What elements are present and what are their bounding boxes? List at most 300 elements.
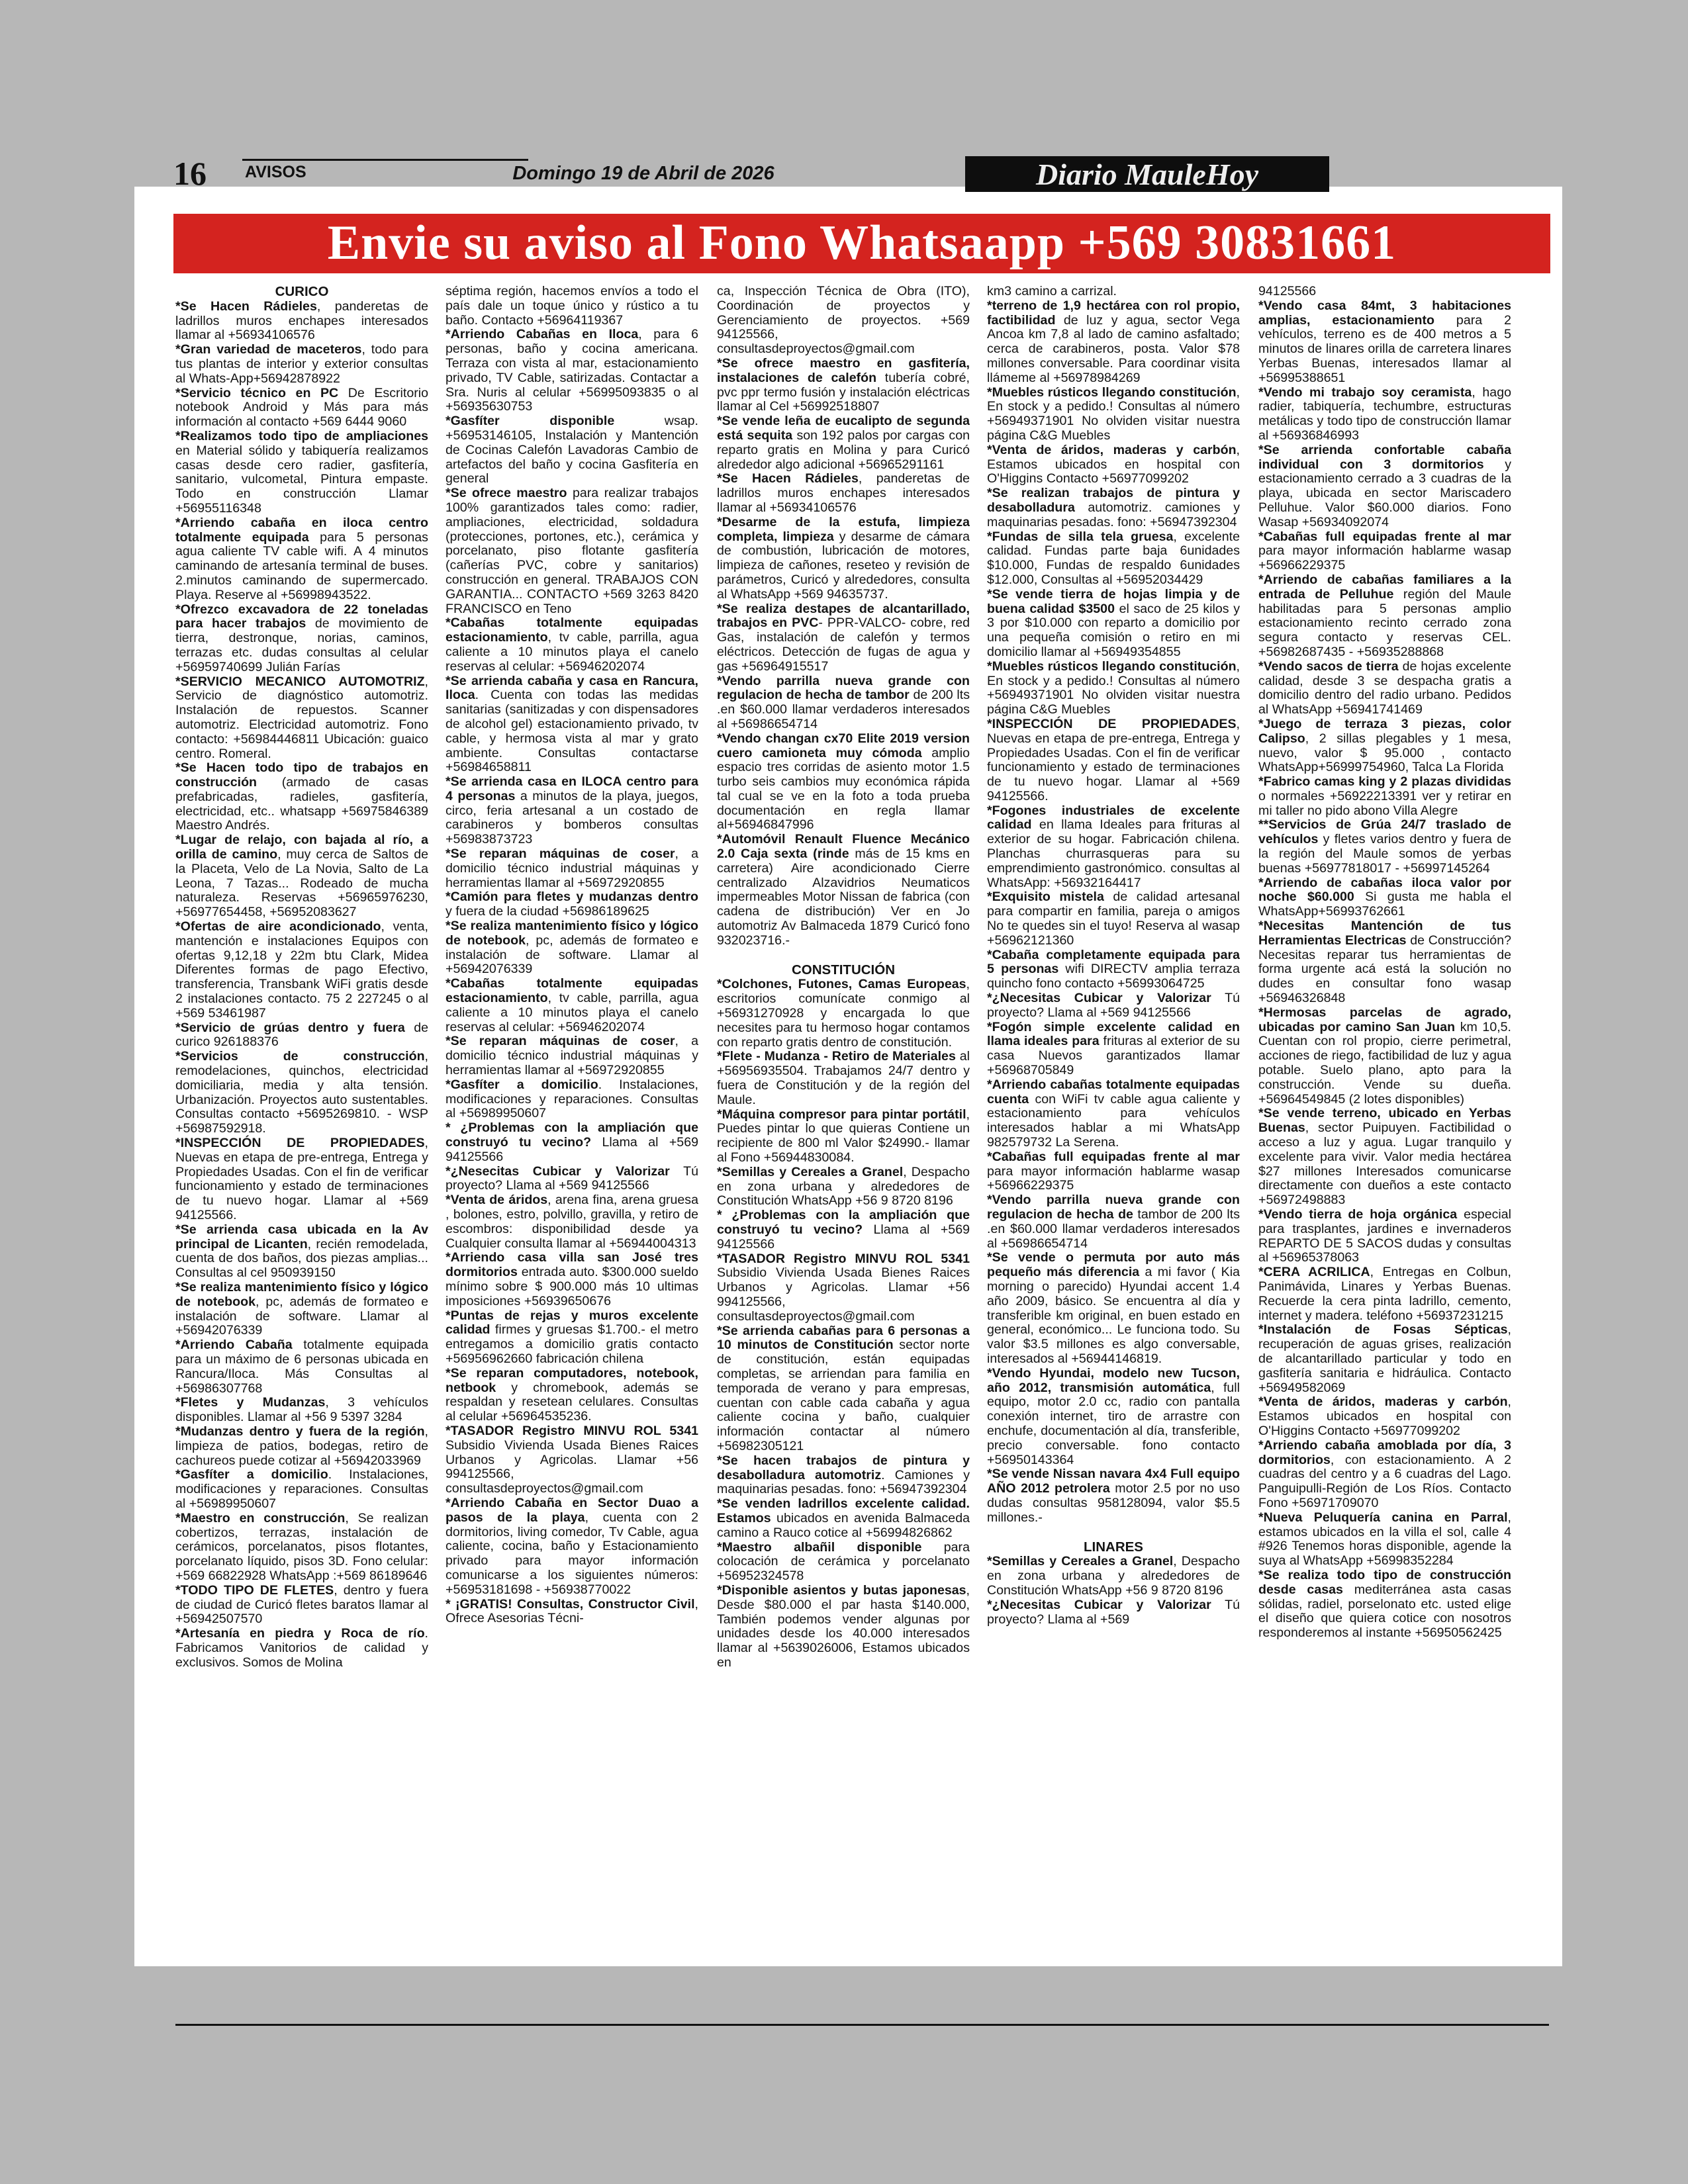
classified-ad	[717, 1165, 970, 1208]
ad-body: de curico 926188376	[175, 1020, 428, 1050]
ad-body: en Material sólido y tabiquería realizamos casas desde cero radier, gasfitería, sanitario, vulcometal, Pintura empaste. Todo en construcción Llamar +56955116348	[175, 443, 428, 516]
ad-headline: *Arriendo Cabaña en Sector Duao a pasos de la playa	[445, 1495, 698, 1525]
ad-headline: *INSPECCIÓN DE PROPIEDADES	[987, 716, 1237, 731]
ad-headline: *Servicio de grúas dentro y fuera	[175, 1020, 405, 1035]
ad-headline: *Fletes y Mudanzas	[175, 1395, 326, 1410]
classified-ad	[987, 1150, 1240, 1193]
classified-ad	[717, 1108, 970, 1165]
ad-body: , En stock y a pedido.! Consultas al número +56949371901 No olviden visitar nuestra página C&G Muebles	[987, 659, 1240, 717]
classified-ad	[175, 1512, 428, 1584]
ad-body: mediterránea asta casas sólidas, radiel, porselonato etc. usted elige el diseño que quiera cotice con nosotros responderemos al instante +56950562425	[1258, 1582, 1511, 1641]
ad-headline: *Gasfíter a domicilio	[445, 1077, 598, 1092]
classified-ad	[717, 1208, 970, 1251]
classified-ad	[987, 486, 1240, 529]
classified-ad	[987, 1467, 1240, 1525]
classified-ad	[445, 977, 698, 1034]
ad-headline: *Vendo changan cx70 Elite 2019 version cuero camioneta muy cómoda	[717, 731, 970, 760]
ad-headline: *Cabaña completamente equipada para 5 personas	[987, 947, 1240, 977]
classified-ad	[175, 1136, 428, 1223]
classified-ad	[445, 1121, 698, 1164]
classified-ad	[175, 1627, 428, 1670]
classified-ad	[987, 660, 1240, 717]
classified-ad	[717, 1584, 970, 1670]
ad-body: de calidad artesanal para compartir en familia, pareja o amigos No te quedes sin el tuyo! Reserva al wasap +56962121360	[987, 889, 1240, 948]
classified-ad	[717, 1252, 970, 1324]
ad-body: con WiFi tv cable agua caliente y estacionamiento para vehículos interesados hablar a mi WhatsApp 982579732 La Serena.	[987, 1091, 1240, 1150]
ad-body: 94125566	[1258, 285, 1317, 298]
ad-headline: *Se venden ladrillos excelente calidad. Estamos	[717, 1496, 970, 1525]
ad-body: , excelente calidad. Fundas parte baja 6unidades $10.000, Fundas de respaldo 6unidades $12.000, Consultas al +56952034429	[987, 529, 1240, 587]
ad-headline: *Se realiza destapes de alcantarillado, trabajos en PVC	[717, 601, 970, 631]
ad-headline: *CERA ACRILICA	[1258, 1265, 1370, 1280]
ad-body: de luz y agua, sector Vega Ancoa km 7,8 al lado de camino asfaltado; cerca de carabineros, posta. Valor $78 millones conversable. Para coordinar visita llámeme al +56978984269	[987, 312, 1240, 385]
ad-body: o normales +56922213391 ver y retirar en mi taller no pido abono Villa Alegre	[1258, 788, 1511, 818]
ad-headline: *Servicio técnico en PC	[175, 385, 339, 400]
classified-ad	[175, 1281, 428, 1338]
classified-ad	[445, 285, 698, 328]
classified-ad	[717, 674, 970, 732]
ad-body: - PPR-VALCO- cobre, red Gas, instalación de calefón y termos eléctricos. Detección de fugas de agua y gas +56964915517	[717, 615, 970, 674]
ad-body: amplio espacio tres corridas de asiento motor 1.5 turbo seis cambios muy económica rápida tal cual se ve en la foto a toda prueba documentación en regla llamar al+56946847996	[717, 745, 970, 833]
ad-headline: *Semillas y Cereales a Granel	[717, 1164, 904, 1179]
ad-headline: *Se vende Nissan navara 4x4 Full equipo AÑO 2012 petrolera	[987, 1467, 1240, 1496]
classified-ad	[987, 386, 1240, 443]
ad-body: automotriz. camiones y maquinarias pesadas. fono: +56947392304	[987, 500, 1240, 529]
column-1	[175, 285, 428, 2024]
ad-body: de movimiento de tierra, destronque, norias, caminos, terrazas etc. dudas consultas al celular +56959740699 Julián Farías	[175, 616, 428, 674]
classified-ad	[1258, 386, 1511, 443]
ad-headline: *Se hacen trabajos de pintura y desabolladura automotriz	[717, 1453, 970, 1482]
classified-ad	[445, 1309, 698, 1367]
classified-ad	[175, 1396, 428, 1425]
classified-ad	[717, 357, 970, 414]
classified-ad	[987, 299, 1240, 386]
ad-headline: *Arriendo cabaña en iloca centro totalmente equipada	[175, 515, 428, 545]
ad-body: . Fabricamos Vanitorios de calidad y exclusivos. Somos de Molina	[175, 1626, 428, 1670]
classified-ad	[175, 1425, 428, 1468]
classified-ad	[717, 1497, 970, 1540]
ad-headline: *Juego de terraza 3 piezas, color Calipso	[1258, 716, 1511, 746]
ad-body: para realizar trabajos 100% garantizados tales como: radier, ampliaciones, electricidad, soldadura (protecciones, portones, etc.), cerámica y porcelanato, piso flotante gasfitería (cañerías PVC, cobre y sanitarios) construcción en general. TRABAJOS CON GARANTIA... CONTACTO +569 3263 8420 FRANCISCO en Teno	[445, 486, 698, 616]
ad-headline: *¿Necesitas Cubicar y Valorizar	[987, 991, 1211, 1006]
ad-body: , Nuevas en etapa de pre-entrega, Entrega y Propiedades Usadas. Con el fin de verificar funcionamiento y estado de terminaciones de tu nuevo hogar. Llamar al +569 94125566.	[987, 716, 1240, 803]
classified-ad	[175, 1468, 428, 1511]
classified-ad	[445, 674, 698, 776]
classified-ad	[175, 603, 428, 675]
classified-ad	[1258, 919, 1511, 1006]
classified-ad	[987, 890, 1240, 948]
ad-headline: *Ofrezco excavadora de 22 toneladas para hacer trabajos	[175, 602, 428, 631]
classified-ad	[1258, 1395, 1511, 1438]
ad-body: Subsidio Vivienda Usada Bienes Raices Urbanos y Agricolas. Llamar +56 994125566, consultasdeproyectos@gmail.com	[717, 1265, 970, 1324]
classified-ad	[175, 761, 428, 833]
ad-headline: *Se Hacen Rádieles	[717, 471, 859, 486]
classified-ad	[1258, 573, 1511, 660]
classified-ad	[445, 1496, 698, 1598]
classified-ad	[445, 919, 698, 977]
classified-ad	[1258, 1107, 1511, 1208]
ad-body: tubería cobré, pvc ppr termo fusión y instalación eléctricas llamar al Cel +56992518807	[717, 370, 970, 414]
ad-headline: *Disponible asientos y butas japonesas	[717, 1582, 966, 1598]
ad-body: , con estacionamiento. A 2 cuadras del centro y a 6 cuadras del Lago. Panguipulli-Región de Los Ríos. Contacto Fono +56971709070	[1258, 1452, 1511, 1510]
ad-headline: *Vendo tierra de hoja orgánica	[1258, 1207, 1458, 1222]
ad-headline: *Se ofrece maestro en gasfitería, instalaciones de calefón	[717, 355, 970, 385]
ad-body: . Instalaciones, modificaciones y reparaciones. Consultas al +56989950607	[445, 1077, 698, 1121]
ad-headline: *TASADOR Registro MINVU ROL 5341	[445, 1423, 698, 1438]
ad-headline: *Vendo Hyundai, modelo new Tucson, año 2012, transmisión automática	[987, 1365, 1240, 1395]
ad-headline: *Hermosas parcelas de agrado, ubicadas por camino San Juan	[1258, 1005, 1511, 1034]
ad-body: Llama al +569 94125566	[445, 1135, 698, 1164]
ad-body: , venta, mantención e instalaciones Equipos con ofertas 9,12,18 y 22m btu Clark, Midea Diferentes formas de pago Efectivo, transferencia, Transbank WiFi gratis desde 2 instalaciones contacto. 75 2 227245 o al +569 53461987	[175, 919, 428, 1021]
ad-body: , Se realizan cobertizos, terrazas, instalación de cerámicos, porcelanatos, pisos flotantes, porcelanato líquido, pisos 3D. Fono celular: +569 66822928 WhatsApp :+569 86189646	[175, 1510, 428, 1583]
classified-ad	[987, 285, 1240, 299]
ad-body: , recuperación de aguas grises, realización de alcantarillado particular y todo en gasfitería sanitaria e hidráulica. Contacto +56949582069	[1258, 1322, 1511, 1395]
ad-body: a mi favor ( Kia morning o parecido) Hyundai accent 1.4 año 2009, básico. Se encuentra al día y transferible km original, en buen estado en general, económico... Le funciona todo. Su valor $3.5 millones es algo conversable, interesados al +56944146819.	[987, 1265, 1240, 1366]
classified-ad	[1258, 1323, 1511, 1395]
classified-ad	[175, 675, 428, 762]
classified-ad	[445, 1367, 698, 1424]
classified-ad	[1258, 285, 1511, 299]
ad-body: especial para trasplantes, jardines e invernaderos REPARTO DE 5 SACOS dudas y consultas al +56965378063	[1258, 1207, 1511, 1265]
ad-headline: *Ofertas de aire acondicionado	[175, 919, 381, 934]
ad-body: tambor de 200 lts .en $60.000 llamar verdaderos interesados al +56986654714	[987, 1207, 1240, 1251]
classified-ad	[445, 1424, 698, 1496]
ad-headline: *Servicios de construcción	[175, 1049, 425, 1064]
classified-ad	[445, 414, 698, 486]
category-heading: CURICO	[275, 285, 329, 299]
classified-ad	[987, 1367, 1240, 1468]
ad-headline: *Se realiza mantenimiento físico y lógico de notebook	[175, 1279, 428, 1309]
classified-ad	[987, 804, 1240, 891]
ad-headline: *Venta de áridos	[445, 1193, 548, 1208]
ad-body: en llama Ideales para frituras al exterior de su hogar. Fabricación chilena. Planchas churrasqueras para su emprendimiento gastronómico. consultas al WhatsApp: +56932164417	[987, 817, 1240, 890]
classified-ad	[1258, 775, 1511, 818]
ad-headline: *Arriendo cabañas totalmente equipadas cuenta	[987, 1077, 1240, 1107]
ad-body: km 10,5. Cuentan con rol propio, cierre perimetral, acciones de riego, factibilidad de luz y agua potable. Suelo plano, apto para la construcción. Vende su dueña. +56964549845 (2 lotes disponibles)	[1258, 1019, 1511, 1107]
classified-ad	[717, 978, 970, 1050]
classifieds-columns	[175, 285, 1549, 2024]
classified-ad	[987, 717, 1240, 804]
ad-headline: *Se realiza mantenimiento físico y lógico de notebook	[445, 919, 698, 948]
column-3	[717, 285, 970, 2024]
column-4	[987, 285, 1240, 2024]
ad-body: wsap. +56953146105, Instalación y Mantención de Cocinas Calefón Lavadoras Cambio de artefactos del baño y cocina Gasfitería en general	[445, 414, 698, 486]
page-header	[173, 154, 1324, 193]
classified-ad	[717, 1454, 970, 1497]
ad-headline: *Instalación de Fosas Sépticas	[1258, 1322, 1508, 1338]
column-2	[445, 285, 698, 2024]
classified-ad	[987, 443, 1240, 486]
classified-ad	[987, 1598, 1240, 1627]
newspaper-brand: Diario MauleHoy	[965, 156, 1329, 192]
ad-body: Tú proyecto? Llama al +569	[987, 1597, 1240, 1627]
classified-ad	[175, 920, 428, 1021]
ad-body: Si gusta me habla el WhatsApp+56993762661	[1258, 889, 1511, 919]
ad-body: a minutos de la playa, juegos, circo, feria artesanal a un costado de carabineros y bomberos consultas +56983873723	[445, 788, 698, 847]
classified-ad	[717, 1324, 970, 1454]
ad-headline: *Máquina compresor para pintar portátil	[717, 1107, 966, 1122]
ad-body: (armado de casas prefabricadas, radieles, gasfitería, electricidad, etc.. whatsapp +56975846389 Maestro Andrés.	[175, 775, 428, 833]
ad-headline: *Venta de áridos, maderas y carbón	[1258, 1394, 1508, 1410]
ad-body: , Ofrece Asesorias Técni-	[445, 1596, 698, 1626]
ad-body: Llama al +569 94125566	[717, 1222, 970, 1251]
ad-body: . Camiones y maquinarias pesadas. fono: +56947392304	[717, 1467, 970, 1497]
ad-headline: *¿Nesecitas Cubicar y Valorizar	[445, 1163, 670, 1179]
ad-body: y fletes varios dentro y fuera de la región del Maule somos de yerbas buenas +56977818017 - +56997145264	[1258, 832, 1511, 876]
classified-ad	[1258, 530, 1511, 573]
classified-ad	[1258, 1511, 1511, 1569]
classified-ad	[1258, 1208, 1511, 1265]
ad-body: de 200 lts .en $60.000 llamar verdaderos interesados al +56986654714	[717, 688, 970, 731]
classified-ad	[1258, 1439, 1511, 1511]
classified-ad	[987, 1078, 1240, 1150]
ad-headline: *Se reparan máquinas de coser	[445, 1034, 675, 1049]
ad-body: de Construcción? Necesitas reparar tus herramientas de forma urgente acá está la solución no dudes en consultar fono wasap +56946326848	[1258, 933, 1511, 1006]
ad-headline: *Fundas de silla tela gruesa	[987, 529, 1174, 544]
classified-ad	[175, 300, 428, 343]
classified-ad	[1258, 1265, 1511, 1323]
ad-headline: * ¡GRATIS! Consultas, Constructor Civil	[445, 1596, 695, 1612]
ad-headline: *Se arrienda cabaña y casa en Rancura, Iloca	[445, 673, 698, 703]
ad-headline: *Maestro en construcción	[175, 1510, 346, 1525]
classified-ad	[175, 430, 428, 516]
classified-ad	[717, 1050, 970, 1107]
ad-body: , Despacho en zona urbana y alrededores de Constitución WhatsApp +56 9 8720 8196	[717, 1164, 970, 1208]
classified-ad	[717, 833, 970, 948]
ad-headline: *Vendo mi trabajo soy ceramista	[1258, 385, 1472, 400]
ad-body: región del Maule habilitadas para 5 personas amplio estacionamiento recinto cerrado zona segura contacto y reservas CEL. +56982687435 - +56935288868	[1258, 586, 1511, 659]
ad-body: , 3 vehículos disponibles. Llamar al +56 9 5397 3284	[175, 1395, 428, 1425]
ad-headline: **Servicios de Grúa 24/7 traslado de vehículos	[1258, 817, 1511, 847]
ad-body: , dentro y fuera de ciudad de Curicó fletes baratos llamar al +56942507570	[175, 1582, 428, 1627]
ad-body: , full equipo, motor 2.0 cc, radio con pantalla conexión internet, tiro de arrastre con enchufe, documentación al día, transferible, precio conversable. fono contacto +56950143364	[987, 1380, 1240, 1467]
ad-headline: *Artesanía en piedra y Roca de río	[175, 1626, 425, 1641]
ad-headline: *INSPECCIÓN DE PROPIEDADES	[175, 1136, 425, 1151]
ad-headline: *Cabañas full equipadas frente al mar	[1258, 529, 1511, 544]
ad-body: , pc, además de formateo e instalación de software. Llamar al +56942076339	[445, 933, 698, 977]
ad-body: al +56956935504. Trabajamos 24/7 dentro y fuera de Constitución y de la región del Maule.	[717, 1049, 970, 1107]
classified-ad	[987, 1555, 1240, 1598]
ad-body: , panderetas de ladrillos muros enchapes interesados llamar al +56934106576	[175, 298, 428, 343]
ad-body: , todo para tus plantas de interior y exterior consultas al Whats-App+56942878922	[175, 342, 428, 386]
ad-body: , muy cerca de Saltos de la Placeta, Velo de La Novia, Salto de La Leona, 7 Tazas... Rodeado de mucha naturaleza. Reservas +56965976230, +56977654458, +56952083627	[175, 847, 428, 920]
ad-headline: *Arriendo Cabaña	[175, 1338, 293, 1353]
section-label: AVISOS	[245, 163, 306, 181]
ad-headline: *Fogón simple excelente calidad en llama ideales para	[987, 1019, 1240, 1049]
ad-body: ubicados en avenida Balmaceda camino a Rauco cotice al +56994826862	[717, 1510, 970, 1540]
ad-headline: *Se reparan computadores, notebook, netbook	[445, 1365, 698, 1395]
ad-headline: *Se Hacen Rádieles	[175, 298, 317, 314]
classified-ad	[717, 1541, 970, 1584]
whatsapp-banner: Envie su aviso al Fono Whatsaapp +569 30831661	[173, 214, 1550, 273]
classified-ad	[717, 602, 970, 674]
issue-date: Domingo 19 de Abril de 2026	[512, 163, 774, 184]
ad-headline: *Arriendo de cabañas iloca valor por noche $60.000	[1258, 875, 1511, 905]
classified-ad	[1258, 1569, 1511, 1641]
ad-body: , Entregas en Colbun, Panimávida, Linares y Yerbas Buenas. Recuerde la cera pinta ladrillo, cemento, internet y madera. teléfono +56937231215	[1258, 1265, 1511, 1323]
ad-body: , tv cable, parrilla, agua caliente a 10 minutos playa el canelo reservas al celular: +56946202074	[445, 991, 698, 1034]
ad-headline: *Cabañas totalmente equipadas estacionamiento	[445, 976, 698, 1006]
ad-body: De Escritorio notebook Android y Más para más información al contacto +569 6444 9060	[175, 385, 428, 430]
ad-headline: *Venta de áridos, maderas y carbón	[987, 442, 1237, 457]
ad-body: , sector Puipuyen. Factibilidad o acceso a luz y agua. Lugar tranquilo y excelente para vivir. Valor media hectárea $27 millones Interesados comunicarse directamente con dueños a este contacto +56972498883	[1258, 1120, 1511, 1208]
classified-ad	[175, 1050, 428, 1136]
ad-body: km3 camino a carrizal.	[987, 285, 1117, 298]
classified-ad	[445, 486, 698, 616]
ad-body: wifi DIRECTV amplia terraza quincho fono contacto +56993064725	[987, 962, 1240, 991]
ad-body: frituras al exterior de su casa Nuevos garantizados llamar +56968705849	[987, 1034, 1240, 1078]
ad-body: Tú proyecto? Llama al +569 94125566	[445, 1163, 698, 1193]
ad-body: y fuera de la ciudad +56986189625	[445, 904, 649, 919]
ad-body: , Desde $80.000 el par hasta $140.000, También podemos vender algunas por unidades desde los 40.000 interesados llamar al +5639026006, Estamos ubicados en	[717, 1582, 970, 1670]
classified-ad	[445, 1598, 698, 1627]
ad-body: y chromebook, además se respaldan y resetean celulares. Consultas al celular +56964535236.	[445, 1380, 698, 1424]
ad-headline: *Flete - Mudanza - Retiro de Materiales	[717, 1049, 956, 1064]
ad-body: para colocación de cerámica y porcelanato +56952324578	[717, 1539, 970, 1584]
ad-headline: *Se vende terreno, ubicado en Yerbas Buenas	[1258, 1106, 1511, 1136]
ad-body: y estacionamiento cerrado a 3 cuadras de la playa, ubicada en sector Mariscadero Pelluhue. Valor $60.000 diarios. Fono Wasap +56934092074	[1258, 457, 1511, 529]
classified-ad	[987, 1021, 1240, 1078]
ad-headline: *Se vende leña de eucalipto de segunda está sequita	[717, 414, 970, 443]
classified-ad	[175, 1021, 428, 1050]
classified-ad	[175, 1338, 428, 1396]
ad-headline: *Cabañas full equipadas frente al mar	[987, 1149, 1240, 1164]
header-rule	[242, 159, 528, 161]
ad-headline: *Se vende tierra de hojas limpia y de buena calidad $3500	[987, 586, 1240, 616]
classified-ad	[445, 1251, 698, 1308]
classified-ad	[1258, 818, 1511, 876]
ad-headline: *Vendo sacos de tierra	[1258, 659, 1399, 674]
classified-ad	[717, 516, 970, 602]
ad-body: firmes y gruesas $1.700.- el metro entregamos a domicilio gratis contacto +56956962660 fabricación chilena	[445, 1322, 698, 1366]
ad-body: , a domicilio técnico industrial máquinas y herramientas llamar al +56972920855	[445, 1034, 698, 1078]
classified-ad	[445, 1078, 698, 1121]
ad-body: , Servicio de diagnóstico automotriz. Instalación de repuestos. Scanner automotriz. Electricidad automotriz. Fono contacto: +56984446811 Ubicación: guaico centro. Romeral.	[175, 674, 428, 761]
classified-ad	[1258, 876, 1511, 919]
classified-ad	[445, 1193, 698, 1251]
ad-headline: *Semillas y Cereales a Granel	[987, 1554, 1174, 1569]
ad-body: , pc, además de formateo e instalación de software. Llamar al +56942076339	[175, 1294, 428, 1338]
ad-body: , para 6 personas, baño y cocina americana. Terraza con vista al mar, estacionamiento privado, TV Cable, satirizadas. Contactar a Sra. Nuris al celular +56995093835 o al +56935630753	[445, 327, 698, 414]
ad-body: más de 15 kms en carretera) Aire acondicionado Cierre centralizado Alzavidrios Neumaticos impermeables Motor Nissan de fabrica (con cadena de distribución) Ver en Jo automotriz Av Balmaceda 1879 Curicó fono 932023716.-	[717, 846, 970, 948]
ad-body: , estamos ubicados en la villa el sol, calle 4 #926 Tenemos horas disponible, agende la suya al WhatsApp +56998352284	[1258, 1510, 1511, 1569]
ad-body: para mayor información hablarme wasap +56966229375	[1258, 543, 1511, 573]
classified-ad	[445, 1165, 698, 1194]
ad-body: , En stock y a pedido.! Consultas al número +56949371901 No olviden visitar nuestra página C&G Muebles	[987, 385, 1240, 443]
ad-headline: *Se arrienda confortable cabaña individual con 3 dormitorios	[1258, 442, 1511, 472]
ad-headline: *Vendo casa 84mt, 3 habitaciones amplias, estacionamiento	[1258, 298, 1511, 328]
classified-ad	[445, 328, 698, 414]
ad-body: , remodelaciones, quinchos, electricidad domiciliaria, media y alta tensión. Urbanización. Proyectos auto sustentables. Consultas contacto +5695269810. - WSP +56987592918.	[175, 1049, 428, 1136]
classified-ad	[445, 1034, 698, 1077]
bottom-rule	[175, 2024, 1549, 2026]
ad-body: , 2 sillas plegables y 1 mesa, nuevo, valor $ 95.000 , contacto WhatsApp+56999754960, Talca La Florida	[1258, 731, 1511, 775]
ad-body: Subsidio Vivienda Usada Bienes Raices Urbanos y Agricolas. Llamar +56 994125566, consultasdeproyectos@gmail.com	[445, 1437, 698, 1496]
classified-ad	[175, 833, 428, 920]
classified-ad	[717, 414, 970, 472]
classified-ad	[717, 285, 970, 357]
page-number: 16	[173, 155, 207, 192]
column-5	[1258, 285, 1511, 2024]
ad-headline: *Arriendo casa villa san José tres dormitorios	[445, 1250, 698, 1280]
ad-body: , arena fina, arena gruesa , bolones, estro, polvillo, gravilla, y retiro de escombros: disponibilidad desde ya Cualquier consulta llamar al +56944004313	[445, 1193, 698, 1251]
category-heading: LINARES	[1084, 1539, 1143, 1555]
classified-ad	[1258, 660, 1511, 717]
category-heading: CONSTITUCIÓN	[791, 962, 896, 978]
ad-headline: *Exquisito mistela	[987, 889, 1104, 905]
classified-ad	[987, 1193, 1240, 1251]
ad-body: para mayor información hablarme wasap +56966229375	[987, 1163, 1240, 1193]
classified-ad	[717, 472, 970, 515]
ad-headline: *Realizamos todo tipo de ampliaciones	[175, 428, 428, 443]
ad-headline: *Se vende o permuta por auto más pequeño más diferencia	[987, 1250, 1240, 1280]
ad-headline: *Se ofrece maestro	[445, 486, 567, 501]
ad-body: , Estamos ubicados en hospital con O'Higgins Contacto +56977099202	[987, 442, 1240, 486]
ad-body: , panderetas de ladrillos muros enchapes interesados llamar al +56934106576	[717, 471, 970, 515]
ad-headline: *SERVICIO MECANICO AUTOMOTRIZ	[175, 674, 425, 689]
ad-body: de hojas excelente calidad, desde 3 se despacha gratis a domicilio dentro del radio urbano. Pedidos al WhatsApp +56941741469	[1258, 659, 1511, 717]
classified-ad	[987, 1251, 1240, 1366]
ad-headline: *TODO TIPO DE FLETES	[175, 1582, 334, 1598]
ad-body: , limpieza de patios, bodegas, retiro de cachureos puede cotizar al +56942033969	[175, 1424, 428, 1468]
classified-ad	[445, 847, 698, 890]
ad-headline: *Se arrienda casa en ILOCA centro para 4 personas	[445, 774, 698, 803]
ad-headline: *Se Hacen todo tipo de trabajos en construcción	[175, 760, 428, 790]
ad-headline: *Se arrienda cabañas para 6 personas a 10 minutos de Constitución	[717, 1323, 970, 1353]
classified-ad	[1258, 717, 1511, 775]
ad-headline: *Cabañas totalmente equipadas estacionamiento	[445, 615, 698, 645]
ad-headline: *Vendo parrilla nueva grande con regulacion de hecha de	[987, 1193, 1240, 1222]
ad-headline: *Maestro albañil disponible	[717, 1539, 922, 1555]
ad-headline: *TASADOR Registro MINVU ROL 5341	[717, 1251, 970, 1266]
ad-headline: *Arriendo cabaña amoblada por día, 3 dormitorios	[1258, 1437, 1511, 1467]
classified-ad	[987, 948, 1240, 991]
ad-body: entrada auto. $300.000 sueldo mínimo sobre $ 900.000 más 10 ultimas imposiciones +56939650676	[445, 1265, 698, 1308]
ad-headline: *Lugar de relajo, con bajada al río, a orilla de camino	[175, 833, 428, 862]
ad-headline: *Puntas de rejas y muros excelente calidad	[445, 1308, 698, 1338]
ad-body: , Estamos ubicados en hospital con O'Higgins Contacto +56977099202	[1258, 1394, 1511, 1438]
ad-body: sector norte de constitución, están equipadas completas, se arriendan para familia en temporada de verano y para empresas, cuentan con cable cada cabaña y agua caliente cocina y baño, cualquier información contactar al número +56982305121	[717, 1338, 970, 1453]
ad-body: , Puedes pintar lo que quieras Contiene un recipiente de 800 ml Valor $24990.- llamar al Fono +56944830084.	[717, 1107, 970, 1165]
classified-ad	[175, 1584, 428, 1627]
ad-body: , hago radier, tabiquería, techumbre, estructuras metálicas y todo tipo de construcción llamar al +56936846993	[1258, 385, 1511, 443]
ad-body: son 192 palos por cargas con reparto gratis en Molina y para Curicó alrededor algo adicional +56965291161	[717, 428, 970, 472]
ad-headline: *Gasfíter a domicilio	[175, 1467, 328, 1482]
ad-headline: * ¿Problemas con la ampliación que construyó tu vecino?	[445, 1120, 698, 1150]
ad-body: , Nuevas en etapa de pre-entrega, Entrega y Propiedades Usadas. Con el fin de verificar funcionamiento y estado de terminaciones de tu nuevo hogar. Llamar al +569 94125566.	[175, 1136, 428, 1222]
classified-ad	[445, 616, 698, 674]
ad-body: , a domicilio técnico industrial máquinas y herramientas llamar al +56972920855	[445, 846, 698, 890]
ad-headline: *Muebles rústicos llegando constitución	[987, 659, 1237, 674]
classified-ad	[175, 1223, 428, 1281]
classified-ad	[987, 991, 1240, 1021]
ad-body: . Instalaciones, modificaciones y reparaciones. Consultas al +56989950607	[175, 1467, 428, 1511]
ad-body: . Cuenta con todas las medidas sanitarias (sanitizadas y con dispensadores de alcohol gel) estacionamiento privado, tv cable, y hermosa vista al mar y grato ambiente. Consultas contactarse +56984658811	[445, 688, 698, 775]
ad-headline: *Se realizan trabajos de pintura y desabolladura	[987, 486, 1240, 515]
ad-headline: * ¿Problemas con la ampliación que construyó tu vecino?	[717, 1208, 970, 1237]
ad-headline: *Camión para fletes y mudanzas dentro	[445, 889, 698, 905]
ad-body: y desarme de cámara de combustión, lubricación de motores, limpieza de cañones, reseteo y revisión de parámetros, Curicó y alrededores, consulta al WhatsApp +569 94635737.	[717, 529, 970, 602]
ad-headline: *Se arrienda casa ubicada en la Av principal de Licanten	[175, 1222, 428, 1251]
classified-ad	[445, 890, 698, 919]
ad-headline: *Vendo parrilla nueva grande con regulacion de hecha de tambor	[717, 673, 970, 703]
ad-headline: *Arriendo de cabañas familiares a la entrada de Pelluhue	[1258, 572, 1511, 602]
classified-ad	[175, 516, 428, 603]
ad-body: ca, Inspección Técnica de Obra (ITO), Coordinación de proyectos y Gerenciamiento de proyectos. +569 94125566, consultasdeproyectos@gmail.com	[717, 285, 970, 357]
ad-body: para 2 vehículos, terreno es de 400 metros a 5 minutos de linares orilla de carretera linares Yerbas Buenas, interesados llamar al +56995388651	[1258, 312, 1511, 385]
classified-ad	[987, 588, 1240, 660]
ad-headline: *Muebles rústicos llegando constitución	[987, 385, 1237, 400]
